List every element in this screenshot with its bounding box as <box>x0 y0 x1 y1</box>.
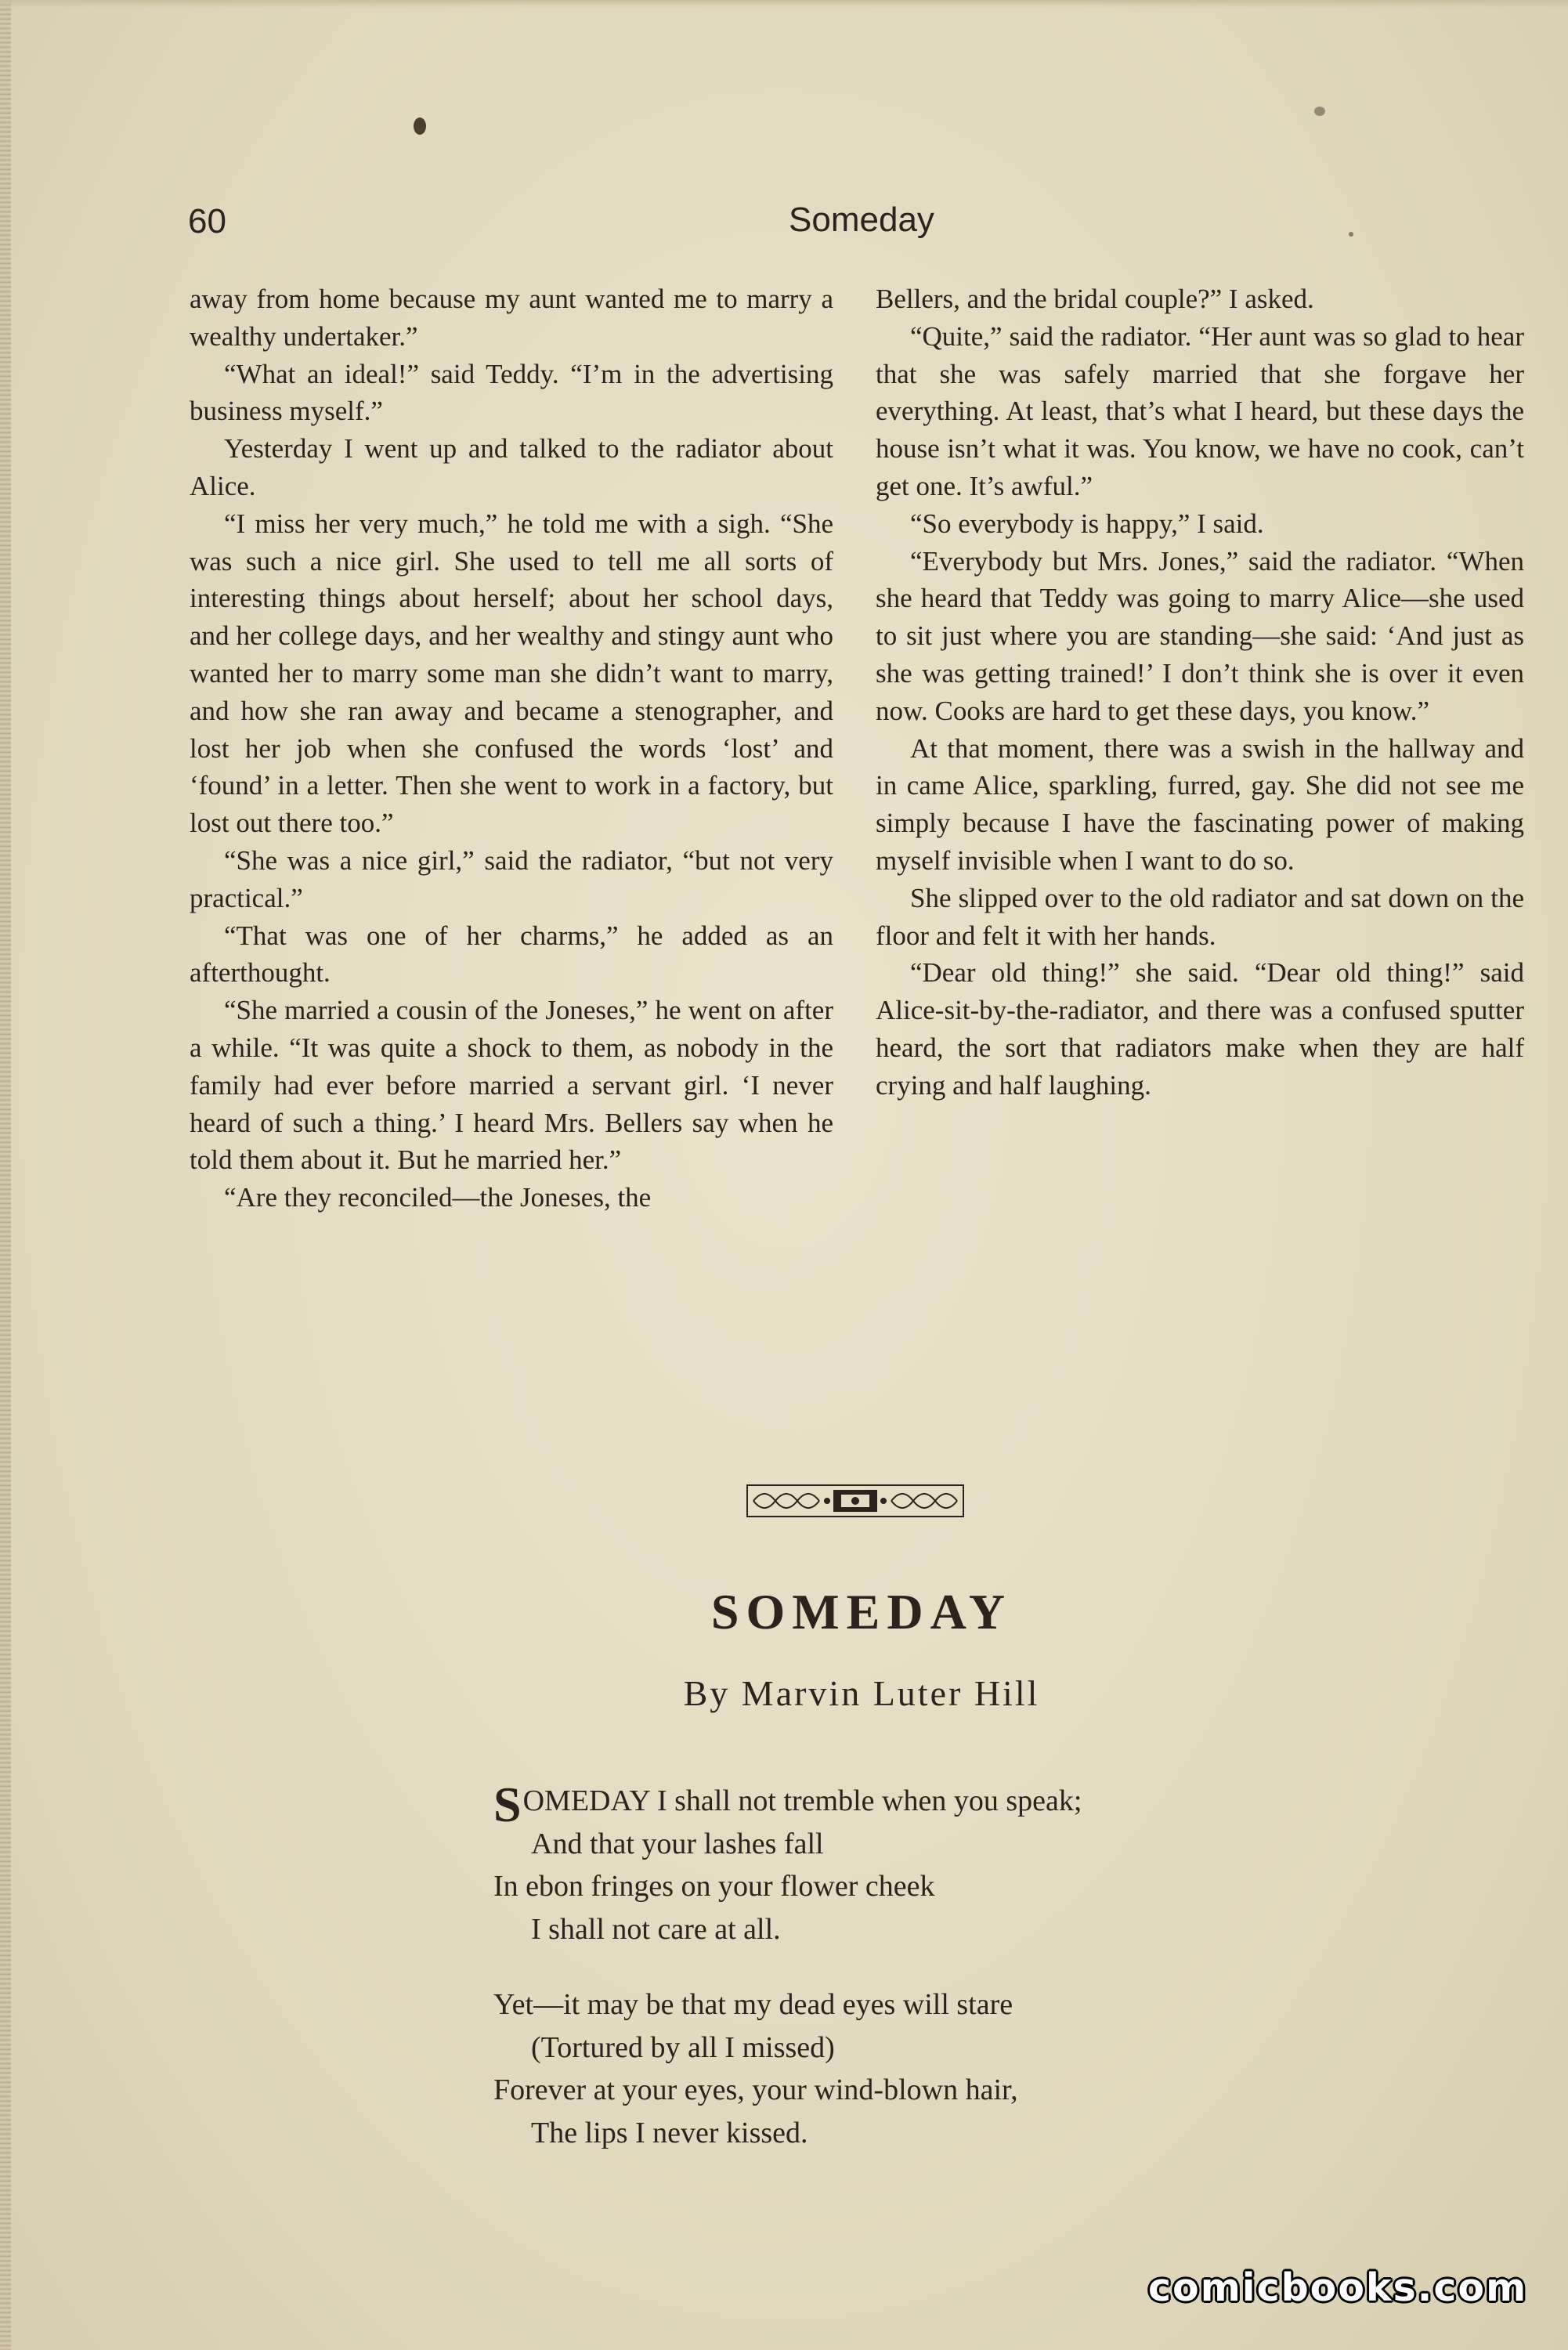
poem-stanza <box>493 1983 1433 2154</box>
story-paragraph: “Dear old thing!” she said. “Dear old thing!” said Alice-sit-by-the-radiator, and there was a confused sputter heard, the sort that radiators make when they are half crying and half laughing. <box>876 957 1524 1101</box>
story-paragraph: She slipped over to the old radiator and sat down on the floor and felt it with her hands. <box>876 882 1524 951</box>
page-left-edge <box>0 0 11 2350</box>
story-column-right <box>876 280 1524 1104</box>
story-paragraph: “She married a cousin of the Joneses,” he went on after a while. “It was quite a shock to them, as nobody in the family had ever before married a servant girl. ‘I never heard of such a thing.’ I heard Mrs. Bellers say when he told them about it. But he married her.” <box>190 995 833 1176</box>
poem-line <box>493 1777 1433 1832</box>
ink-speck <box>1349 232 1353 237</box>
story-paragraph: “So everybody is happy,” I said. <box>910 508 1264 539</box>
story-paragraph: “Everybody but Mrs. Jones,” said the radiator. “When she heard that Teddy was going to marry Alice—she used to sit just where you are standing—she said: ‘And just as she was getting trained!’ I don’t think she is over it even now. Cooks are hard to get these days, you know.” <box>876 545 1524 726</box>
story-paragraph: Bellers, and the bridal couple?” I asked. <box>876 284 1314 314</box>
story-paragraph: Yesterday I went up and talked to the radiator about Alice. <box>190 433 833 501</box>
page-number: 60 <box>188 202 226 240</box>
story-paragraph: “Quite,” said the radiator. “Her aunt was so glad to hear that she was safely married that she forgave her everything. At least, that’s what I heard, but these days the house isn’t what it was. You know, we have no cook, can’t get one. It’s awful.” <box>876 320 1524 501</box>
watermark: comicbooks.com <box>1148 2265 1528 2310</box>
story-column-left <box>190 280 833 1217</box>
ink-speck <box>1314 107 1325 116</box>
story-paragraph: “What an ideal!” said Teddy. “I’m in the advertising business myself.” <box>190 358 833 427</box>
story-paragraph: “That was one of her charms,” he added as an afterthought. <box>190 920 833 989</box>
ink-speck <box>414 118 426 135</box>
page-top-edge <box>0 0 1568 8</box>
story-paragraph: away from home because my aunt wanted me to marry a wealthy undertaker.” <box>190 284 833 352</box>
poem-stanza <box>493 1777 1433 1950</box>
story-paragraph: At that moment, there was a swish in the hallway and in came Alice, sparkling, furred, gay. She did not see me simply because I have the fascinating power of making myself invisible when I want to do so. <box>876 732 1524 876</box>
drop-cap: S <box>493 1777 522 1832</box>
poem-line: Forever at your eyes, your wind-blown hair, <box>493 2073 1018 2106</box>
running-title: Someday <box>789 201 934 239</box>
story-paragraph: “I miss her very much,” he told me with a sigh. “She was such a nice girl. She used to tell me all sorts of interesting things about herself; about her school days, and her college days, and her wealthy and stingy aunt who wanted her to marry some man she didn’t want to marry, and how she ran away and became a stenographer, and lost her job when she confused the words ‘lost’ and ‘found’ in a letter. Then she went to work in a factory, but lost out there too.” <box>190 508 833 839</box>
poem-byline: By Marvin Luter Hill <box>683 1673 1040 1713</box>
poem-line: The lips I never kissed. <box>531 2116 808 2149</box>
poem-line: I shall not care at all. <box>531 1912 781 1946</box>
poem-line: And that your lashes fall <box>531 1827 824 1860</box>
story-paragraph: “Are they reconciled—the Joneses, the <box>224 1182 652 1213</box>
floral-ornament-icon <box>746 1480 965 1521</box>
poem-title: SOMEDAY <box>710 1584 1013 1640</box>
poem-line: In ebon fringes on your flower cheek <box>493 1870 935 1903</box>
poem-line: Yet—it may be that my dead eyes will stare <box>493 1988 1013 2021</box>
story-paragraph: “She was a nice girl,” said the radiator, “but not very practical.” <box>190 844 833 913</box>
poem-line-text: OMEDAY I shall not tremble when you speak; <box>522 1784 1082 1817</box>
poem-line: (Tortured by all I missed) <box>531 2030 835 2064</box>
